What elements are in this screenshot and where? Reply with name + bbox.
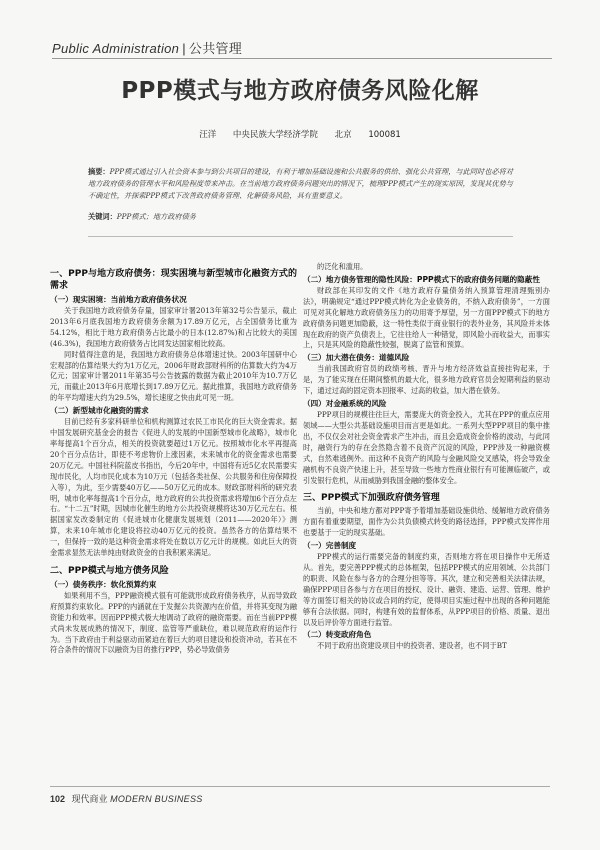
section-name-en: Public Administration [52, 41, 180, 56]
subsection-heading: （一）完善制度 [303, 541, 357, 551]
journal-name-en: MODERN BUSINESS [110, 794, 203, 804]
body-column-right [303, 262, 550, 652]
abstract [88, 166, 513, 202]
body-paragraph: PPP模式的运行需要完备的制度约束，否则地方将在项目操作中无所适从。首先，要完善PPP模式的总体框架，包括PPP模式的应用领域、公共部门的职责、风险在参与各方的合理分担等等。其次，建立和完善相关法律法规，确保PPP项目各参与方在项目的授权、设计、融资、建造、运营、管理、维护等方面签订相关的协议或合同的约定，使得项目实施过程中出现的各种问题能够有合法依据。同时，构建有效的监督体系，从PPP项目的价格、质量、退出以及后评价等方面进行监管。 [303, 552, 550, 627]
body-paragraph: PPP项目的规模往往巨大，需要庞大的资金投入，尤其在PPP的重点应用领域——大型公共基础设施项目而言更是如此。一系列大型PPP项目的集中推出，不仅仅会对社会资金需求产生冲击，而且会造成资金价格的波动，与此同时，融资行为的存在会然隐含着不良资产沉淀的风险，PPP涉及一种融资模式，自然难逃例外。而这种不良资产的风险与金融风险交叉感染，将会导致金融机构不良资产快速上升，甚至导致一些地方性商业银行有可能濒临破产，或引发银行危机，从而威胁到我国金融的整体安全。 [303, 410, 550, 485]
abstract-divider [88, 236, 513, 237]
subsection-heading: （二）新型城市化融资的需求 [50, 406, 149, 416]
body-paragraph: 目前已经有多家科研单位和机构测算过农民工市民化的巨大资金需求。据中国发展研究基金会的报告《促进人的发展的中国新型城市化战略》，城市化率每提高1个百分点，相关的投资就要超过1万亿元。按照城市化水平再提高20个百分点估计，即使不考虑物价上涨因素，未来城市化的资金需求也需要20万亿元。中国社科院蓝皮书指出，今后20年中，中国将有近5亿农民需要实现市民化，人均市民化成本为10万元（包括各类社保、公共服务和住房保障投入等），为此，至少需要40万亿——50万亿元的成本。财政部财科所的研究表明，城市化率每提高1个百分点，地方政府的公共投资需求将增加6个百分点左右。“十二五”时期，因城市化催生的地方公共投资规模将达30万亿元左右。根据国家发改委制定的《促进城市化健康发展规划（2011——2020年）》测算，未来10年城市化建设将拉动40万亿元的投资。虽然各方的估算结果不一，但保持一致的是这种资金需求将处在数以万亿元计的规模。如此巨大的资金需求显然无法单纯由财政资金的自我积累来满足。 [50, 417, 297, 558]
footer-rule [50, 786, 550, 787]
section-heading: 三、PPP模式下加强政府债务管理 [303, 493, 440, 504]
subsection-heading: （一）债务秩序：软化预算约束 [50, 579, 157, 589]
subsection-heading: （四）对金融系统的风险 [303, 399, 387, 409]
author-name: 汪洋 [199, 130, 217, 140]
journal-name-cn: 现代商业 [71, 794, 108, 804]
keywords-text: PPP模式；地方政府债务 [116, 212, 196, 221]
subsection-heading: （二）转变政府角色 [303, 630, 372, 640]
keywords [88, 211, 513, 223]
abstract-text: PPP模式通过引入社会资本参与到公共项目的建设，有利于增加基础设施和公共服务的供给、强化公共管理，与此同时也必将对地方政府债务的管理水平和风险程度带来冲击。在当前地方政府债务问题突出的情况下，梳理PPP模式产生的现实原因，发现其优势与不确定性，并探索PPP模式下改善政府债务管理、化解债务风险，具有重要意义。 [88, 167, 513, 200]
body-paragraph: 同时值得注意的是，我国地方政府债务总体增速过快。2003年国研中心宏观部的估算结果大约为1万亿元，2006年财政部财科所的估算数大约为4万亿元；国家审计署2011年第35号公告披露的数据为截止2010年为10.7万亿元，而截止2013年6月底增长到17.89万亿元。据此推算，我国地方政府债务的年平均增速大约为29.5%，增长速度之快由此可见一斑。 [50, 349, 297, 403]
abstract-label: 摘要： [88, 167, 110, 176]
header-rule [52, 58, 552, 59]
page-number: 102 [50, 794, 66, 804]
body-paragraph: 的泛化和滥用。 [317, 262, 368, 271]
running-header [52, 38, 552, 57]
subsection-heading: （三）加大潜在债务：道德风险 [303, 353, 410, 363]
body-paragraph: 关于我国地方政府债务存量，国家审计署2013年第32号公告显示，截止2013年6月底我国地方政府债务余额为17.89万亿元，占全国债务比重为54.12%，相比于地方政府债务占比最小的日本(12.87%)和占比较大的美国(46.3%)，我国地方政府债务占比同发达国家相比较高。 [50, 306, 297, 348]
section-name-cn: 公共管理 [188, 41, 243, 56]
body-paragraph: 当前我国政府官员的政绩考核、晋升与地方经济效益直接挂钩起来，于是，为了能实现在任期间整机的最大化，很多地方政府官员会短期利益的驱动下，通过过高的固定资本回报率、过高的收益，加大潜在债务。 [303, 364, 550, 396]
author-affiliation: 中央民族大学经济学院 [232, 130, 318, 140]
section-heading: 二、PPP模式与地方债务风险 [50, 565, 169, 576]
author-postcode: 100081 [368, 130, 401, 140]
keywords-label: 关键词： [88, 212, 117, 221]
section-heading: 一、PPP与地方政府债务：现实困境与新型城市化融资方式的需求 [50, 269, 297, 291]
body-paragraph: 不同于政府出资建设项目中的投资者、建设者，也不同于BT [317, 641, 507, 651]
body-paragraph: 当前，中央和地方都对PPP寄予着增加基础设施供给、缓解地方政府债务方面有着重要期望，面作为公共负债模式转变的路径选择，PPP模式发挥作用也要基于一定的现实基础。 [303, 506, 550, 538]
body-paragraph: 如果利用不当，PPP融资模式很有可能就形成政府债务秩序，从而导致政府预算约束软化。PPP的内涵就在于发掘公共资源内在价值，并将其变现为融资能力和效率。因而PPP模式极大地调动了政府的融资需要。而在当前PPP模式尚未发展成熟的情况下，制度、监管等严重缺位，难以规范政府的运作行为。当下政府由于利益驱动而紧迫在着巨大的项目建设和投资冲动，若其在不符合条件的情况下以融资为目的推行PPP，势必导致债务 [50, 590, 297, 655]
body-column-left [50, 262, 297, 656]
author-city: 北京 [334, 130, 352, 140]
author-line [0, 128, 600, 140]
header-separator: | [182, 41, 186, 56]
body-paragraph: 财政部在其印发的文件《地方政府存量债务纳入预算管理清理甄别办法》，明确规定“通过PPP模式转化为企业债务的，不纳入政府债务”，一方面可见对其化解地方政府债务压力的功用寄予厚望，另一方面PPP模式下的地方政府债务问题更加隐蔽，这一特性类似于商业银行的表外业务，其风险并未体现在政府的资产负债表上，它往往给人一种错觉，即风险小而收益大，而事实上，只是其风险的隐蔽性较强，脱离了监管和预算。 [303, 285, 550, 350]
subsection-heading: （二）地方债务管理的隐性风险：PPP模式下的政府债务问题的隐蔽性 [303, 274, 540, 284]
article-title: PPP模式与地方政府债务风险化解 [121, 78, 479, 104]
running-footer [50, 792, 203, 805]
subsection-heading: （一）现实困境：当前地方政府债务状况 [50, 295, 187, 304]
